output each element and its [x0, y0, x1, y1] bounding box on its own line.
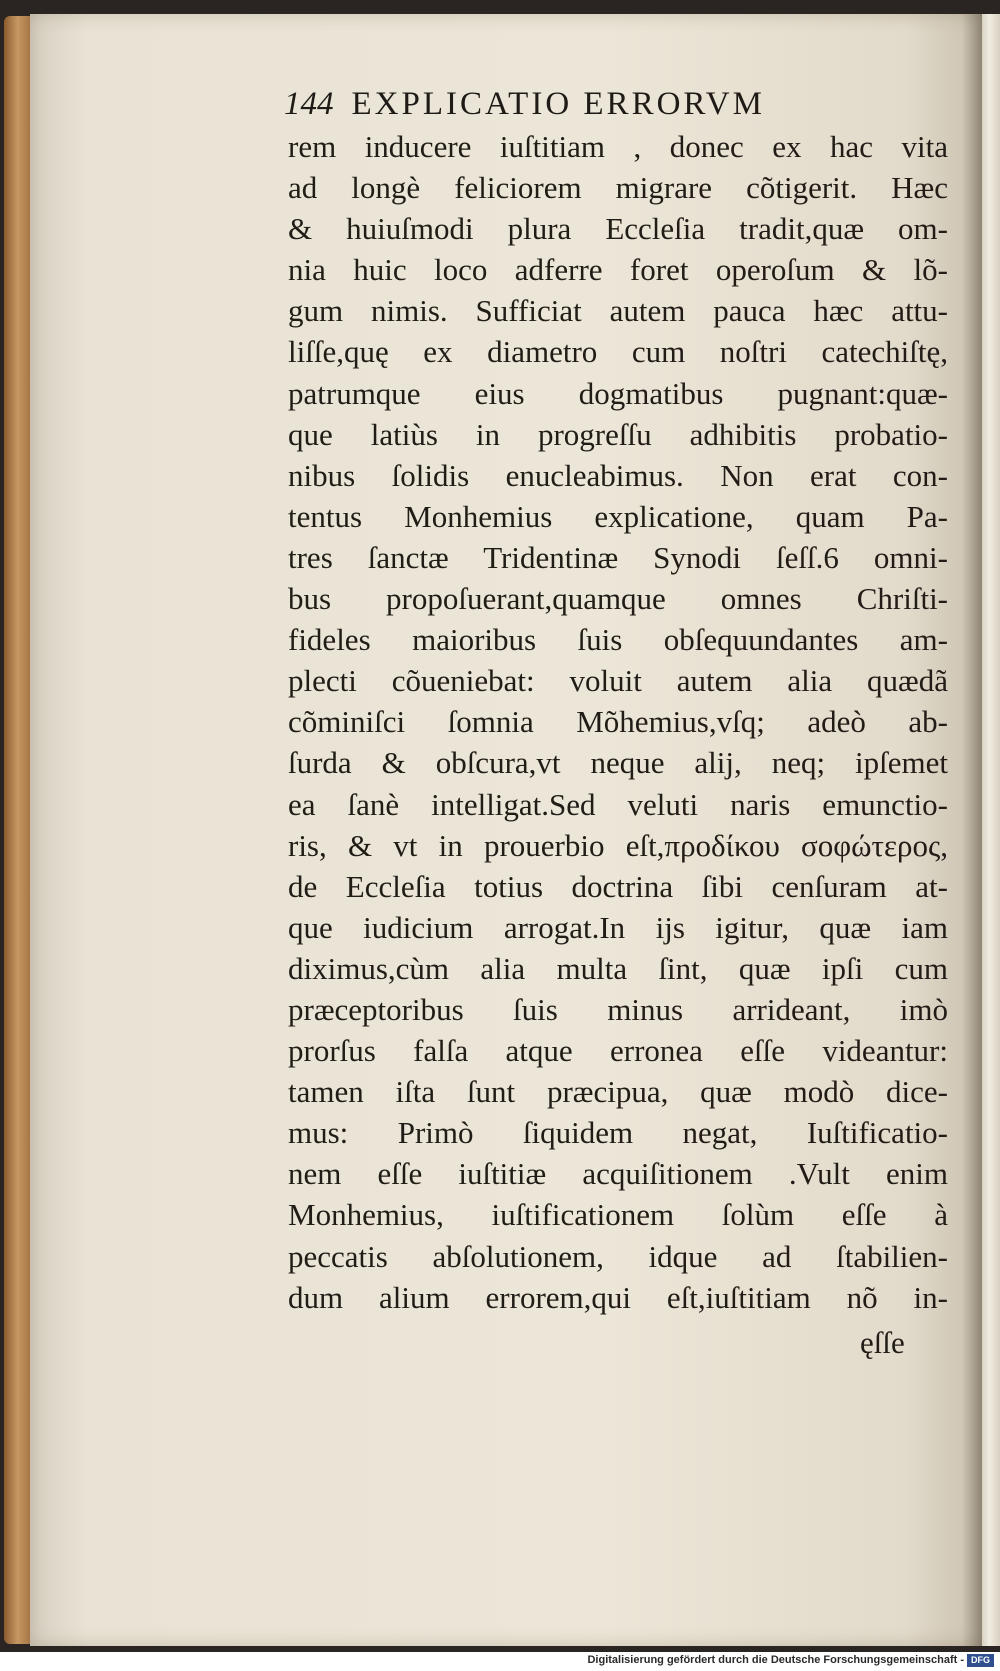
- text-line: ſurda & obſcura,vt neque alij, neq; ipſemet: [288, 745, 948, 781]
- text-line: mus: Primò ſiquidem negat, Iuſtificatio-: [288, 1115, 948, 1151]
- text-line: tentus Monhemius explicatione, quam Pa-: [288, 498, 948, 534]
- text-line: cõminiſci ſomnia Mõhemius,vſq; adeò ab-: [288, 704, 948, 740]
- text-line: nibus ſolidis enucleabimus. Non erat con-: [288, 457, 948, 493]
- text-line: que latiùs in progreſſu adhibitis probatio-: [288, 416, 948, 452]
- text-line: liſſe,quę ex diametro cum noſtri catechiſtę,: [288, 334, 948, 370]
- text-line: rem inducere iuſtitiam , donec ex hac vita: [288, 129, 948, 164]
- page-gutter-shadow: [962, 14, 982, 1646]
- catchword: ęſſe: [860, 1325, 905, 1360]
- text-line: que iudicium arrogat.In ijs igitur, quæ iam: [288, 909, 948, 945]
- text-line: dum alium errorem,qui eſt,iuſtitiam nõ in-: [288, 1279, 948, 1315]
- text-line: ris, & vt in prouerbio eſt,προδίκου σοφώτερος,: [288, 827, 948, 863]
- page-number: 144: [284, 86, 334, 122]
- text-line: nia huic loco adferre foret operoſum & lõ-: [288, 252, 948, 288]
- dfg-logo: DFG: [967, 1654, 994, 1667]
- text-line: bus propoſuerant,quamque omnes Chriſti-: [288, 581, 948, 617]
- text-line: de Eccleſia totius doctrina ſibi cenſuram at-: [288, 868, 948, 904]
- body-text: [288, 126, 948, 1318]
- funding-credit: Digitalisierung gefördert durch die Deutsche Forschungsgemeinschaft -: [587, 1654, 964, 1666]
- text-line: peccatis abſolutionem, idque ad ſtabilien-: [288, 1238, 948, 1274]
- text-line: Monhemius, iuſtificationem ſolùm eſſe à: [288, 1197, 948, 1233]
- text-line: & huiuſmodi plura Eccleſia tradit,quæ om-: [288, 211, 948, 247]
- page-header: [284, 86, 904, 126]
- text-line: fideles maioribus ſuis obſequundantes am-: [288, 622, 948, 658]
- next-page-edge: [982, 14, 1000, 1646]
- text-line: tres ſanctæ Tridentinæ Synodi ſeſſ.6 omni-: [288, 539, 948, 575]
- text-line: patrumque eius dogmatibus pugnant:quæ-: [288, 375, 948, 411]
- text-line: præceptoribus ſuis minus arrideant, imò: [288, 991, 948, 1027]
- text-line: plecti cõueniebat: voluit autem alia quædã: [288, 663, 948, 699]
- text-line: nem eſſe iuſtitiæ acquiſitionem .Vult enim: [288, 1156, 948, 1192]
- text-line: tamen iſta ſunt præcipua, quæ modò dice-: [288, 1074, 948, 1110]
- text-line: gum nimis. Sufficiat autem pauca hæc attu-: [288, 293, 948, 329]
- footer-bar: [0, 1652, 1000, 1671]
- running-title: EXPLICATIO ERRORVM: [351, 86, 765, 122]
- text-line: ad longè feliciorem migrare cõtigerit. Hæc: [288, 170, 948, 206]
- text-line: ea ſanè intelligat.Sed veluti naris emunctio-: [288, 786, 948, 822]
- text-line: prorſus falſa atque erronea eſſe videantur:: [288, 1033, 948, 1069]
- text-line: diximus,cùm alia multa ſint, quæ ipſi cum: [288, 950, 948, 986]
